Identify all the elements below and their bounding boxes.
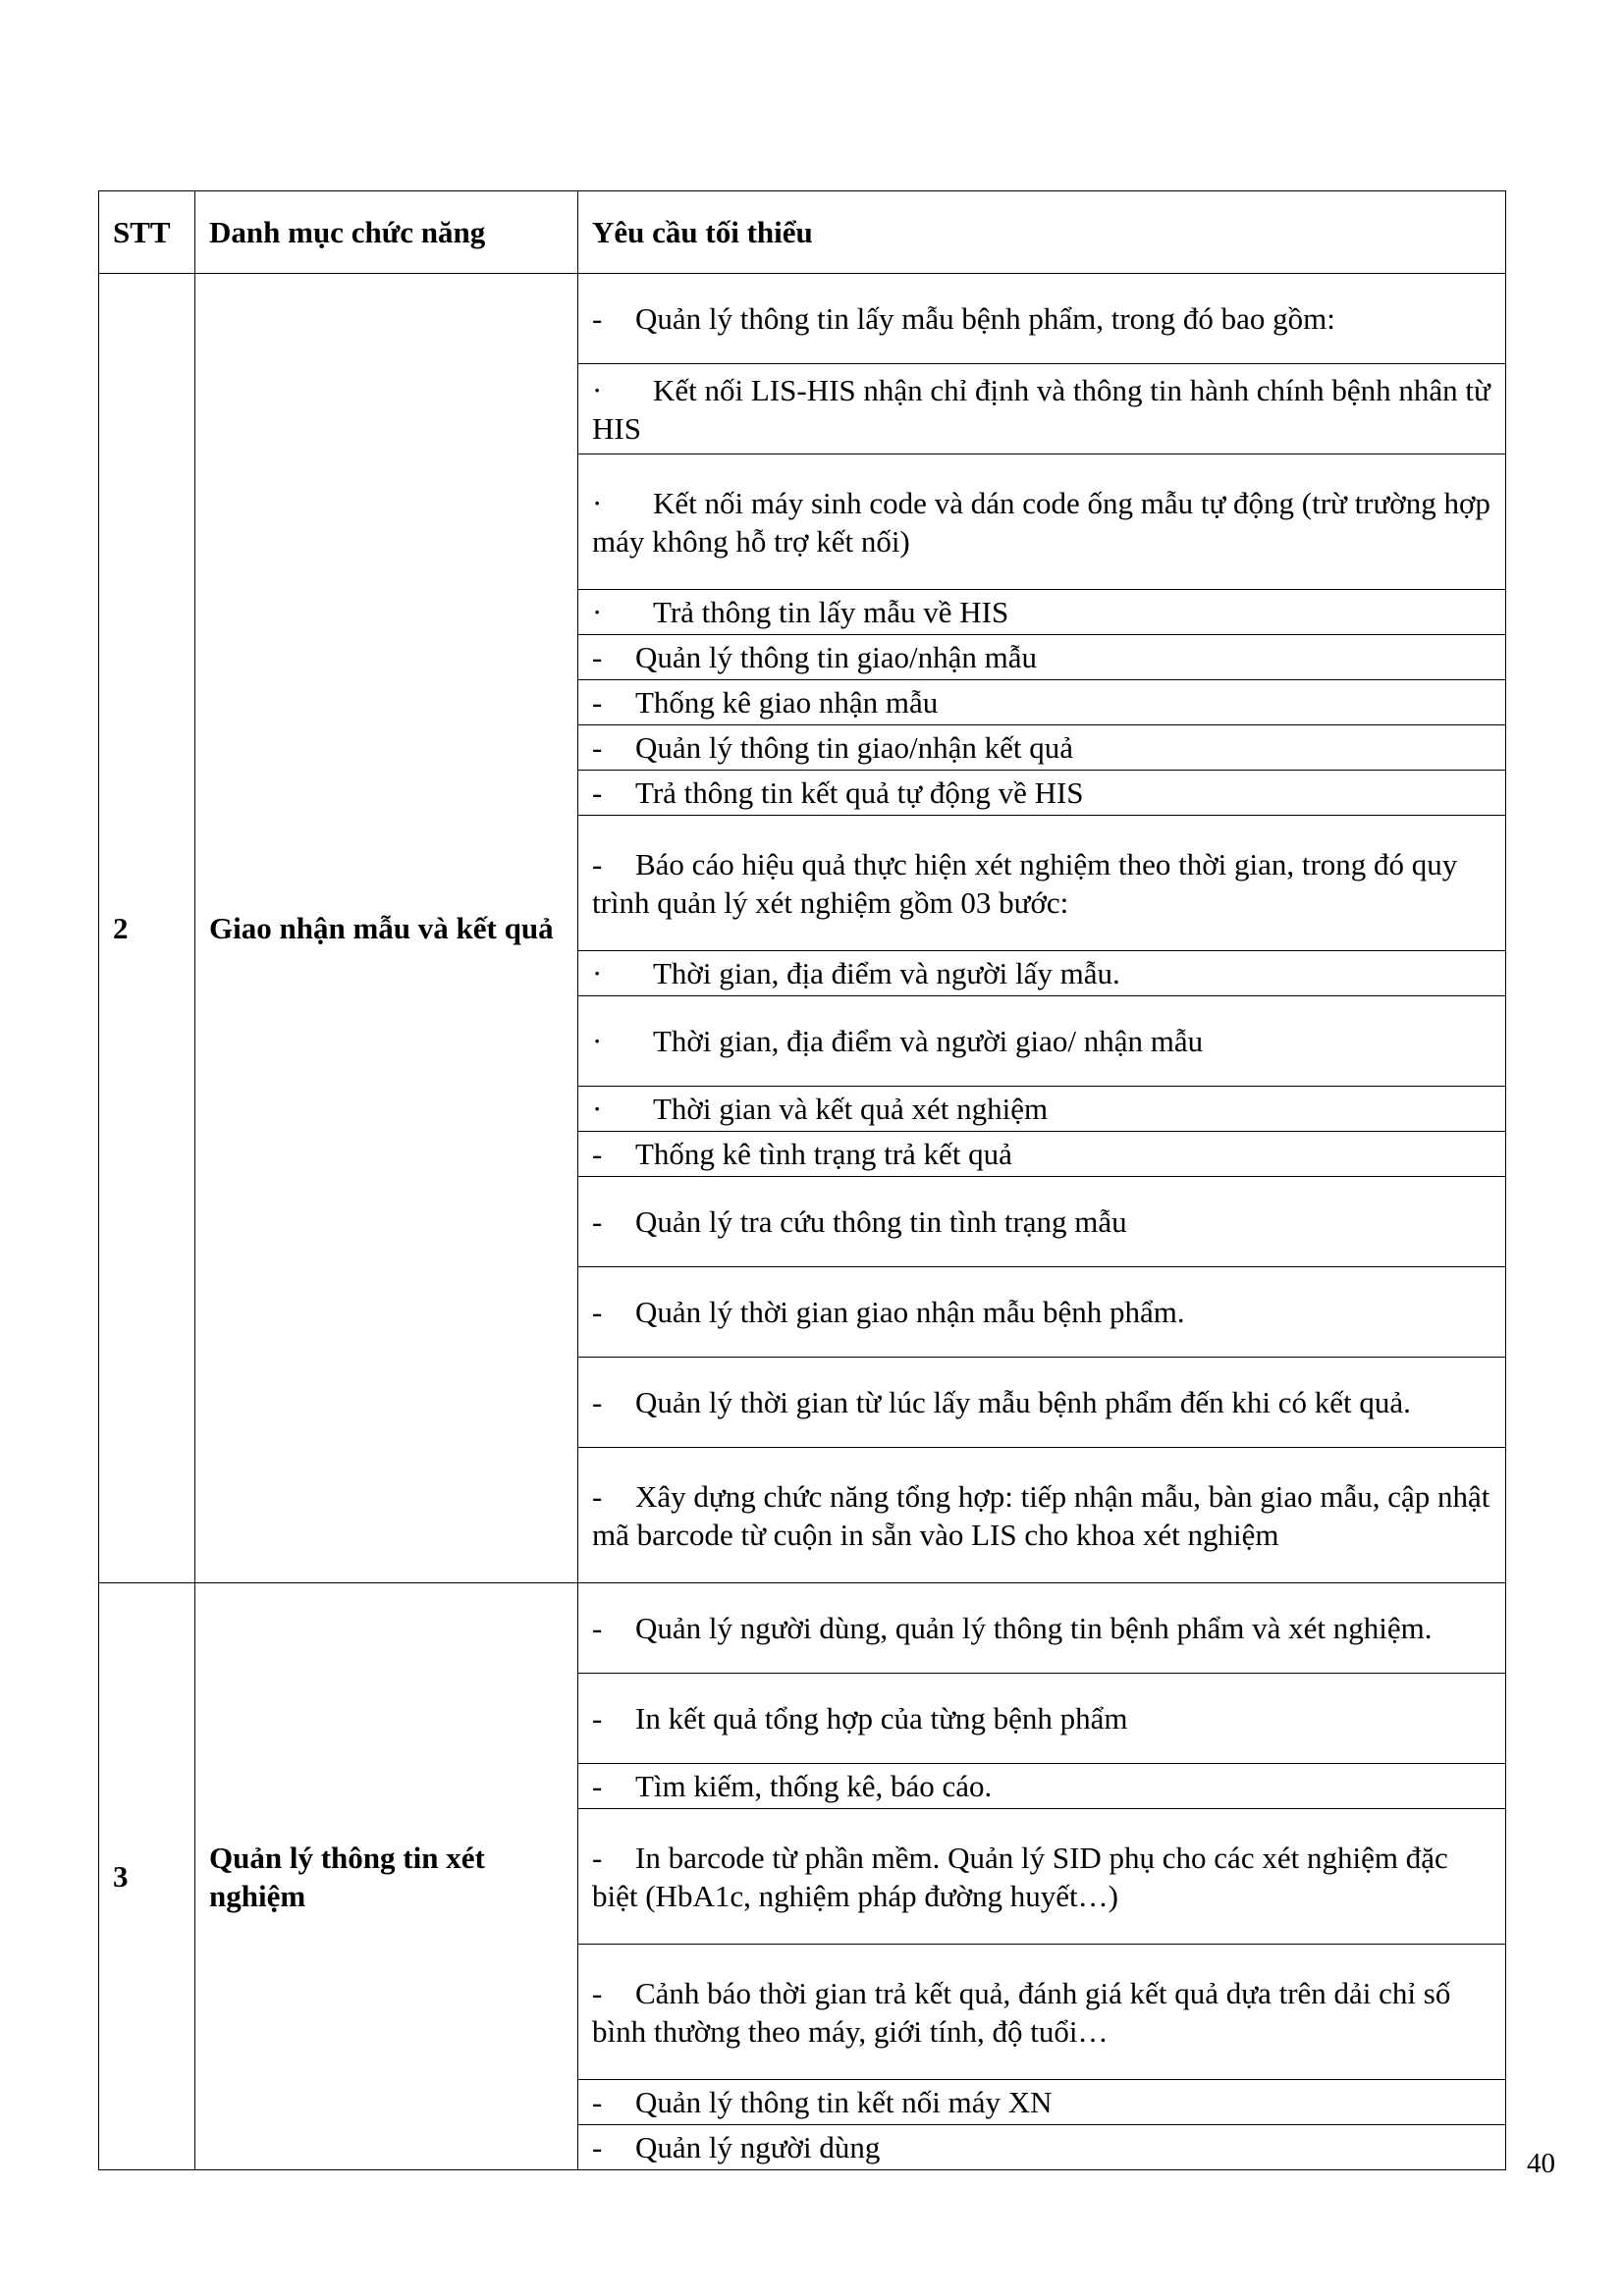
requirement-cell: [578, 1809, 1506, 1945]
dash-marker: -: [592, 730, 603, 765]
dash-marker: -: [592, 1204, 603, 1239]
header-stt: STT: [99, 191, 195, 274]
requirement-cell: [578, 274, 1506, 364]
requirement-text: Kết nối máy sinh code và dán code ống mẫu tự động (trừ trường hợp máy không hỗ trợ kết nối): [592, 485, 1490, 559]
requirement-text: Quản lý tra cứu thông tin tình trạng mẫu: [635, 1204, 1127, 1239]
section-stt: 2: [99, 274, 195, 1583]
dash-marker: -: [592, 775, 603, 810]
requirement-text: In kết quả tổng hợp của từng bệnh phẩm: [635, 1701, 1128, 1735]
dash-marker: -: [592, 301, 603, 336]
dash-marker: -: [592, 1840, 603, 1875]
requirement-text: Báo cáo hiệu quả thực hiện xét nghiệm theo thời gian, trong đó quy trình quản lý xét nghiệm gồm 03 bước:: [592, 846, 1458, 920]
requirement-cell: [578, 771, 1506, 816]
dash-marker: -: [592, 1137, 603, 1171]
requirement-text: Trả thông tin lấy mẫu về HIS: [653, 595, 1009, 629]
requirement-cell: [578, 1132, 1506, 1177]
requirement-text: In barcode từ phần mềm. Quản lý SID phụ cho các xét nghiệm đặc biệt (HbA1c, nghiệm pháp đường huyết…): [592, 1840, 1448, 1913]
dash-marker: -: [592, 1975, 603, 2010]
dash-marker: -: [592, 846, 603, 881]
requirement-cell: [578, 680, 1506, 725]
dash-marker: -: [592, 1701, 603, 1735]
section-category: Quản lý thông tin xét nghiệm: [195, 1583, 578, 2170]
requirement-cell: [578, 2125, 1506, 2170]
dash-marker: -: [592, 640, 603, 674]
page-number: 40: [1527, 2148, 1555, 2179]
dash-marker: -: [592, 1295, 603, 1329]
requirement-cell: [578, 1177, 1506, 1267]
requirement-text: Quản lý thông tin lấy mẫu bệnh phẩm, trong đó bao gồm:: [635, 301, 1335, 336]
requirement-text: Xây dựng chức năng tổng hợp: tiếp nhận mẫu, bàn giao mẫu, cập nhật mã barcode từ cuộn in sẵn vào LIS cho khoa xét nghiệm: [592, 1478, 1490, 1552]
requirement-text: Trả thông tin kết quả tự động về HIS: [635, 775, 1084, 810]
requirement-text: Tìm kiếm, thống kê, báo cáo.: [635, 1769, 993, 1803]
requirement-cell: [578, 2080, 1506, 2125]
header-category: Danh mục chức năng: [195, 191, 578, 274]
requirement-cell: [578, 1267, 1506, 1358]
requirement-cell: [578, 816, 1506, 951]
requirement-cell: [578, 590, 1506, 635]
requirement-cell: [578, 635, 1506, 680]
requirement-cell: [578, 1945, 1506, 2080]
dash-marker: -: [592, 2085, 603, 2119]
dash-marker: -: [592, 685, 603, 720]
requirement-cell: [578, 1448, 1506, 1583]
requirement-cell: [578, 454, 1506, 590]
requirement-text: Quản lý thời gian từ lúc lấy mẫu bệnh phẩm đến khi có kết quả.: [635, 1385, 1411, 1419]
requirement-text: Thời gian và kết quả xét nghiệm: [653, 1092, 1049, 1126]
requirement-text: Quản lý người dùng, quản lý thông tin bệnh phẩm và xét nghiệm.: [635, 1611, 1433, 1645]
requirement-text: Kết nối LIS-HIS nhận chỉ định và thông tin hành chính bệnh nhân từ HIS: [592, 372, 1490, 446]
requirement-text: Thống kê tình trạng trả kết quả: [635, 1137, 1012, 1171]
requirement-text: Thời gian, địa điểm và người lấy mẫu.: [653, 956, 1120, 990]
requirement-cell: [578, 1583, 1506, 1674]
requirement-cell: [578, 996, 1506, 1087]
requirement-cell: [578, 725, 1506, 771]
requirement-cell: [578, 364, 1506, 454]
section-stt: 3: [99, 1583, 195, 2170]
dash-marker: -: [592, 1478, 603, 1514]
requirements-table: [98, 190, 1506, 2170]
dash-marker: -: [592, 1385, 603, 1419]
requirement-text: Quản lý thông tin giao/nhận kết quả: [635, 730, 1073, 765]
bullet-marker: ·: [592, 372, 603, 407]
bullet-marker: ·: [592, 1092, 603, 1126]
requirement-cell: [578, 951, 1506, 996]
requirement-cell: [578, 1358, 1506, 1448]
dash-marker: -: [592, 2130, 603, 2164]
requirement-text: Quản lý thời gian giao nhận mẫu bệnh phẩm.: [635, 1295, 1185, 1329]
requirement-text: Quản lý thông tin kết nối máy XN: [635, 2085, 1053, 2119]
requirement-cell: [578, 1087, 1506, 1132]
table-row: [99, 1583, 1506, 1674]
bullet-marker: ·: [592, 1024, 603, 1058]
requirement-text: Quản lý người dùng: [635, 2130, 881, 2164]
requirement-text: Quản lý thông tin giao/nhận mẫu: [635, 640, 1037, 674]
section-category: Giao nhận mẫu và kết quả: [195, 274, 578, 1583]
requirement-text: Thống kê giao nhận mẫu: [635, 685, 939, 720]
requirement-text: Cảnh báo thời gian trả kết quả, đánh giá kết quả dựa trên dải chỉ số bình thường theo máy, giới tính, độ tuổi…: [592, 1975, 1451, 2049]
dash-marker: -: [592, 1611, 603, 1645]
requirement-cell: [578, 1764, 1506, 1809]
dash-marker: -: [592, 1769, 603, 1803]
bullet-marker: ·: [592, 485, 603, 520]
header-requirement: Yêu cầu tối thiểu: [578, 191, 1506, 274]
table-header-row: [99, 191, 1506, 274]
requirement-text: Thời gian, địa điểm và người giao/ nhận mẫu: [653, 1024, 1204, 1058]
requirement-cell: [578, 1674, 1506, 1764]
bullet-marker: ·: [592, 595, 603, 629]
table-row: [99, 274, 1506, 364]
bullet-marker: ·: [592, 956, 603, 990]
